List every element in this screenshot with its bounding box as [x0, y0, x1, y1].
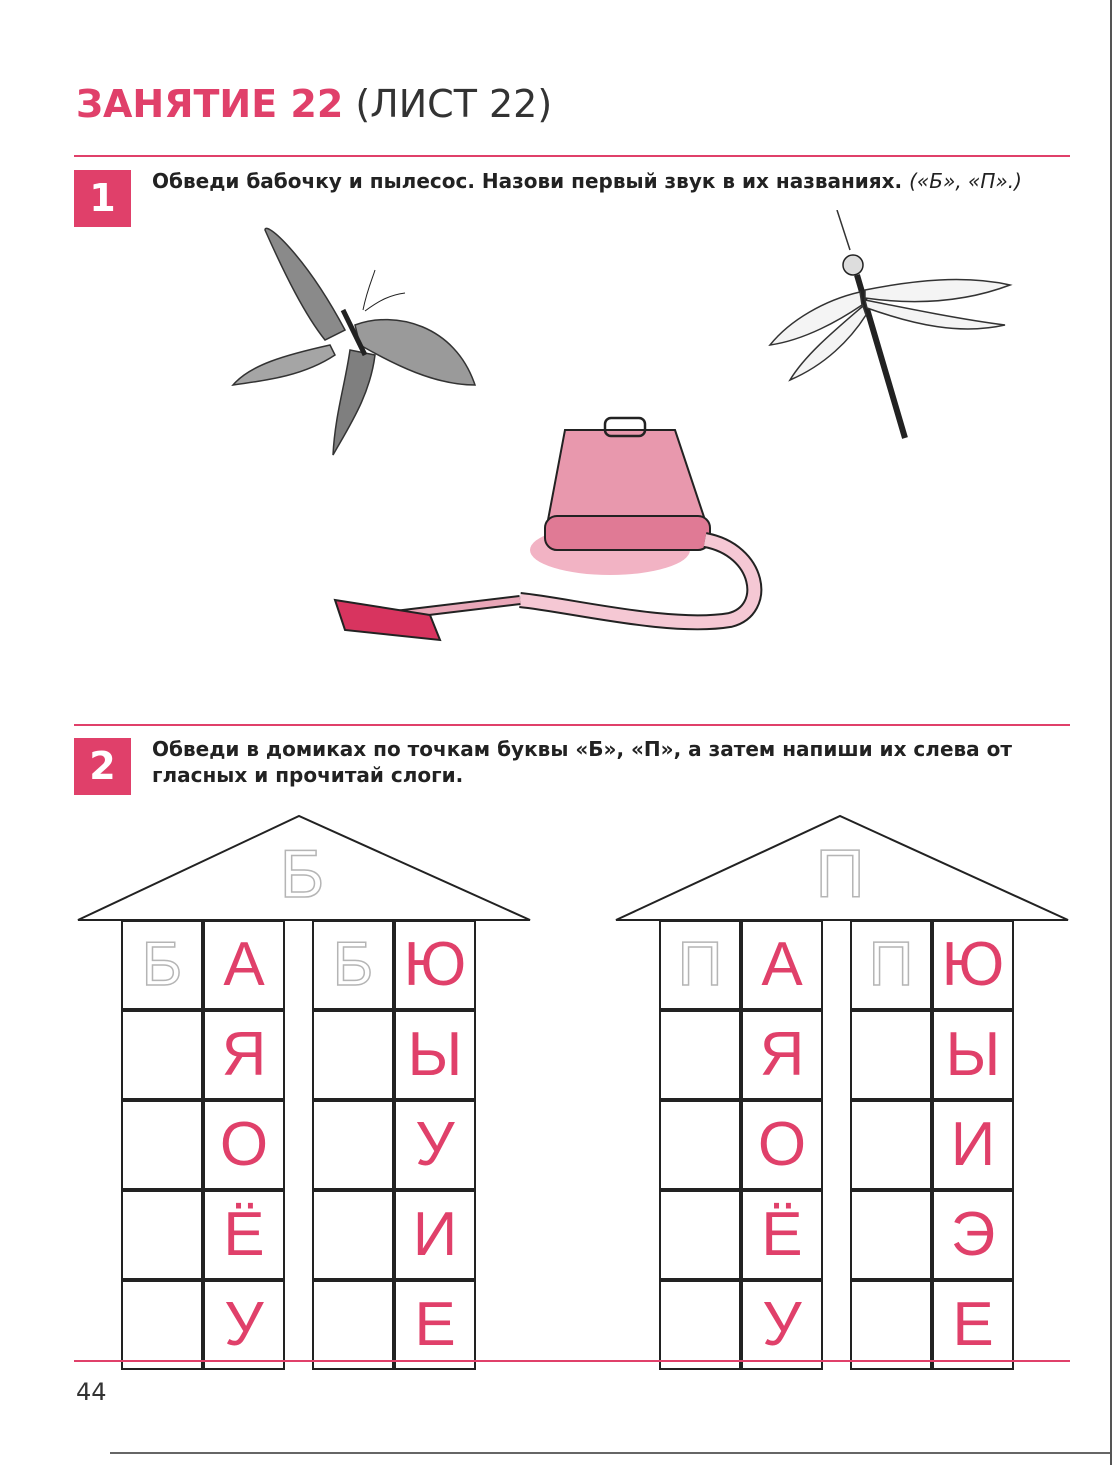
vowel-letter: А [223, 930, 265, 999]
section-divider-1 [74, 155, 1070, 157]
vowel-letter: Е [414, 1290, 456, 1359]
vowel-letter: Я [221, 1020, 267, 1089]
dragonfly-image[interactable] [765, 210, 1015, 445]
task1-text: Обведи бабочку и пылесос. Назови первый звук в их названиях. [152, 169, 903, 193]
syllable-cell[interactable] [659, 1190, 741, 1280]
scan-edge-bottom [110, 1452, 1110, 1454]
vowel-letter: У [415, 1110, 455, 1179]
dotted-letter-p[interactable]: П [868, 930, 914, 999]
syllable-cell[interactable] [850, 1190, 932, 1280]
vowel-letter: Е [952, 1290, 994, 1359]
task2-text-line2: гласных и прочитай слоги. [152, 763, 464, 787]
syllable-cell[interactable] [312, 1010, 394, 1100]
vowel-letter: И [412, 1200, 458, 1269]
vowel-letter: У [762, 1290, 802, 1359]
vowel-letter: Я [759, 1020, 805, 1089]
task1-hint: («Б», «П».) [909, 169, 1022, 193]
task2-instruction [152, 736, 1072, 788]
syllable-cell[interactable] [659, 1100, 741, 1190]
vowel-letter: И [950, 1110, 996, 1179]
syllable-cell[interactable] [121, 1010, 203, 1100]
syllable-cell[interactable] [659, 1280, 741, 1370]
vowel-letter: Ю [941, 930, 1005, 999]
vacuum-cleaner-image[interactable] [320, 410, 770, 660]
page-title [76, 82, 552, 126]
vowel-letter: Ю [403, 930, 467, 999]
syllable-cell[interactable] [850, 1010, 932, 1100]
sheet-subtitle: (ЛИСТ 22) [355, 82, 553, 126]
vowel-letter: Ё [761, 1200, 803, 1269]
task2-text-line1: Обведи в домиках по точкам буквы «Б», «П», а затем напиши их слева от [152, 737, 1012, 761]
lesson-title: ЗАНЯТИЕ 22 [76, 82, 344, 126]
vowel-letter: Ы [407, 1020, 463, 1089]
vowel-letter: А [761, 930, 803, 999]
vowel-letter: Э [950, 1200, 996, 1269]
vowel-letter: Ы [945, 1020, 1001, 1089]
syllable-cell[interactable] [121, 1190, 203, 1280]
syllable-cell[interactable] [312, 1100, 394, 1190]
section-divider-2 [74, 724, 1070, 726]
task1-instruction [152, 168, 1062, 194]
vowel-letter: О [219, 1110, 269, 1179]
syllable-cell[interactable] [850, 1280, 932, 1370]
roof-letter-b[interactable]: Б [279, 836, 325, 912]
dotted-letter-p[interactable]: П [677, 930, 723, 999]
roof-letter-p[interactable]: П [815, 836, 865, 912]
footer-divider [74, 1360, 1070, 1362]
syllable-cell[interactable] [121, 1100, 203, 1190]
syllable-cell[interactable] [850, 1100, 932, 1190]
dotted-letter-b[interactable]: Б [332, 930, 374, 999]
task-number-1: 1 [74, 170, 131, 227]
vowel-letter: У [224, 1290, 264, 1359]
vowel-letter: О [757, 1110, 807, 1179]
scan-edge-right [1110, 0, 1112, 1465]
syllable-cell[interactable] [121, 1280, 203, 1370]
syllable-cell[interactable] [659, 1010, 741, 1100]
syllable-cell[interactable] [312, 1190, 394, 1280]
task-number-2: 2 [74, 738, 131, 795]
syllable-cell[interactable] [312, 1280, 394, 1370]
page-number: 44 [76, 1378, 107, 1406]
dotted-letter-b[interactable]: Б [141, 930, 183, 999]
vowel-letter: Ё [223, 1200, 265, 1269]
